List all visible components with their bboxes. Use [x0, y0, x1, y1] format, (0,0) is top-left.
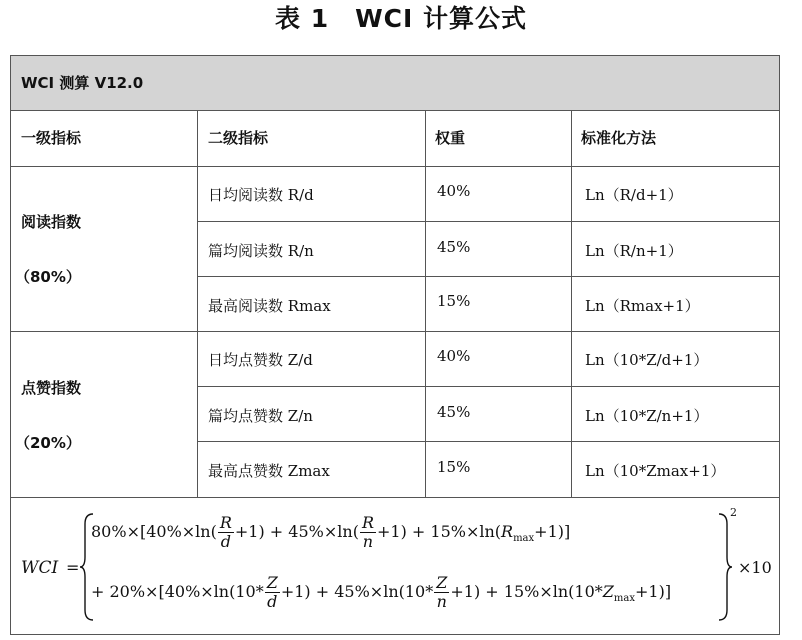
- header-method: 标准化方法: [581, 129, 657, 147]
- weight-cell: 45%: [437, 238, 471, 256]
- fraction-z-over-n: $\frac{Z}{n}$: [436, 573, 448, 611]
- formula-times-ten: ×10: [738, 558, 772, 577]
- method-cell: Ln（10*Z/d+1）: [585, 351, 709, 369]
- fraction-z-over-d: $\frac{Z}{d}$: [266, 573, 278, 611]
- header-level1: 一级指标: [21, 129, 82, 147]
- formula-lhs: WCI: [21, 558, 59, 578]
- method-cell: Ln（10*Zmax+1）: [585, 462, 726, 480]
- metric-cell: 日均点赞数 Z/d: [208, 351, 313, 369]
- formula-exponent: 2: [730, 506, 737, 519]
- group-weight: （20%）: [15, 434, 81, 452]
- method-cell: Ln（10*Z/n+1）: [585, 407, 709, 425]
- table-title: WCI 测算 V12.0: [11, 56, 779, 111]
- metric-cell: 篇均阅读数 R/n: [208, 242, 314, 260]
- metric-cell: 篇均点赞数 Z/n: [208, 407, 313, 425]
- fraction-r-over-d: $\frac{R}{d}$: [219, 513, 232, 551]
- header-level2: 二级指标: [208, 129, 269, 147]
- right-brace-icon: [717, 512, 733, 622]
- weight-cell: 40%: [437, 347, 471, 365]
- method-cell: Ln（Rmax+1）: [585, 297, 700, 315]
- method-cell: Ln（R/n+1）: [585, 242, 683, 260]
- formula-line-2: + 20%×[40%×ln(10* $\frac{Z}{d}$ +1) + 45%×ln(10* $\frac{Z}{n}$ $+1) + 15\%\times\ln(10*Z_{max}+1)$]: [91, 573, 672, 611]
- weight-cell: 15%: [437, 458, 471, 476]
- group-name: 阅读指数: [21, 213, 82, 231]
- group-weight: （80%）: [15, 268, 81, 286]
- metric-cell: 最高点赞数 Zmax: [208, 462, 330, 480]
- wci-formula: [11, 498, 779, 634]
- metric-cell: 日均阅读数 R/d: [208, 186, 314, 204]
- header-weight: 权重: [435, 129, 466, 147]
- formula-line-1: 80%×[40%×ln( $\frac{R}{d}$ +1) + 45%×ln( $\frac{R}{n}$ $+1) + 15\%\times\ln(R_{max}+1)$]: [91, 513, 571, 551]
- weight-cell: 15%: [437, 292, 471, 310]
- metric-cell: 最高阅读数 Rmax: [208, 297, 331, 315]
- wci-table: [10, 55, 780, 635]
- group-name: 点赞指数: [21, 379, 82, 397]
- weight-cell: 45%: [437, 403, 471, 421]
- method-cell: Ln（R/d+1）: [585, 186, 683, 204]
- table-caption: 表 1 WCI 计算公式: [274, 4, 528, 33]
- weight-cell: 40%: [437, 182, 471, 200]
- fraction-r-over-n: $\frac{R}{n}$: [361, 513, 374, 551]
- formula-equals: =: [66, 558, 80, 577]
